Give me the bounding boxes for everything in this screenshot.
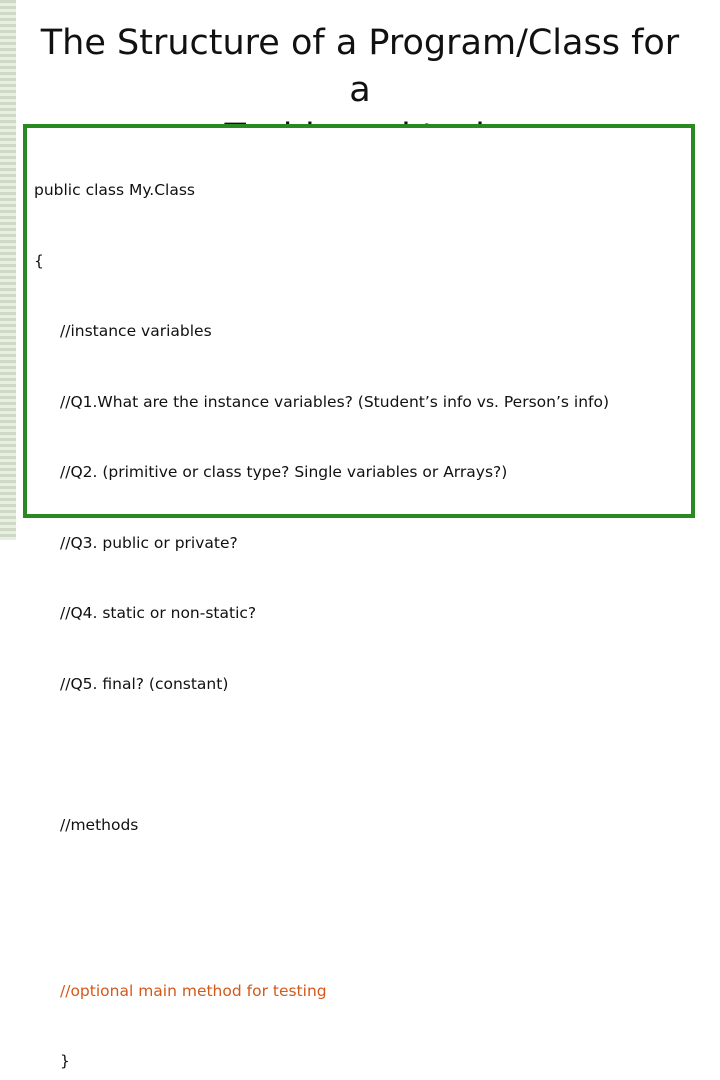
code-listing <box>34 132 609 1080</box>
code-box <box>23 124 695 1070</box>
open-brace: { <box>34 251 44 270</box>
close-brace: } <box>60 1052 70 1070</box>
question-4: //Q4. static or non-static? <box>60 604 257 622</box>
class-declaration: public class My.Class <box>34 181 196 199</box>
question-3: //Q3. public or private? <box>60 533 238 552</box>
question-2: //Q2. (primitive or class type? Single variables or Arrays?) <box>60 463 508 481</box>
main-method-comment: //optional main method for testing <box>60 981 327 1000</box>
decorative-side-stripe <box>0 0 16 540</box>
title-line-1: The Structure of a Program/Class for a <box>40 23 680 110</box>
spacer <box>34 885 609 933</box>
spacer <box>34 743 609 767</box>
question-5: //Q5. final? (constant) <box>60 674 229 693</box>
question-1: //Q1.What are the instance variables? (Student’s info vs. Person’s info) <box>60 392 610 411</box>
instance-variables-comment: //instance variables <box>60 322 212 340</box>
methods-comment: //methods <box>60 816 139 834</box>
